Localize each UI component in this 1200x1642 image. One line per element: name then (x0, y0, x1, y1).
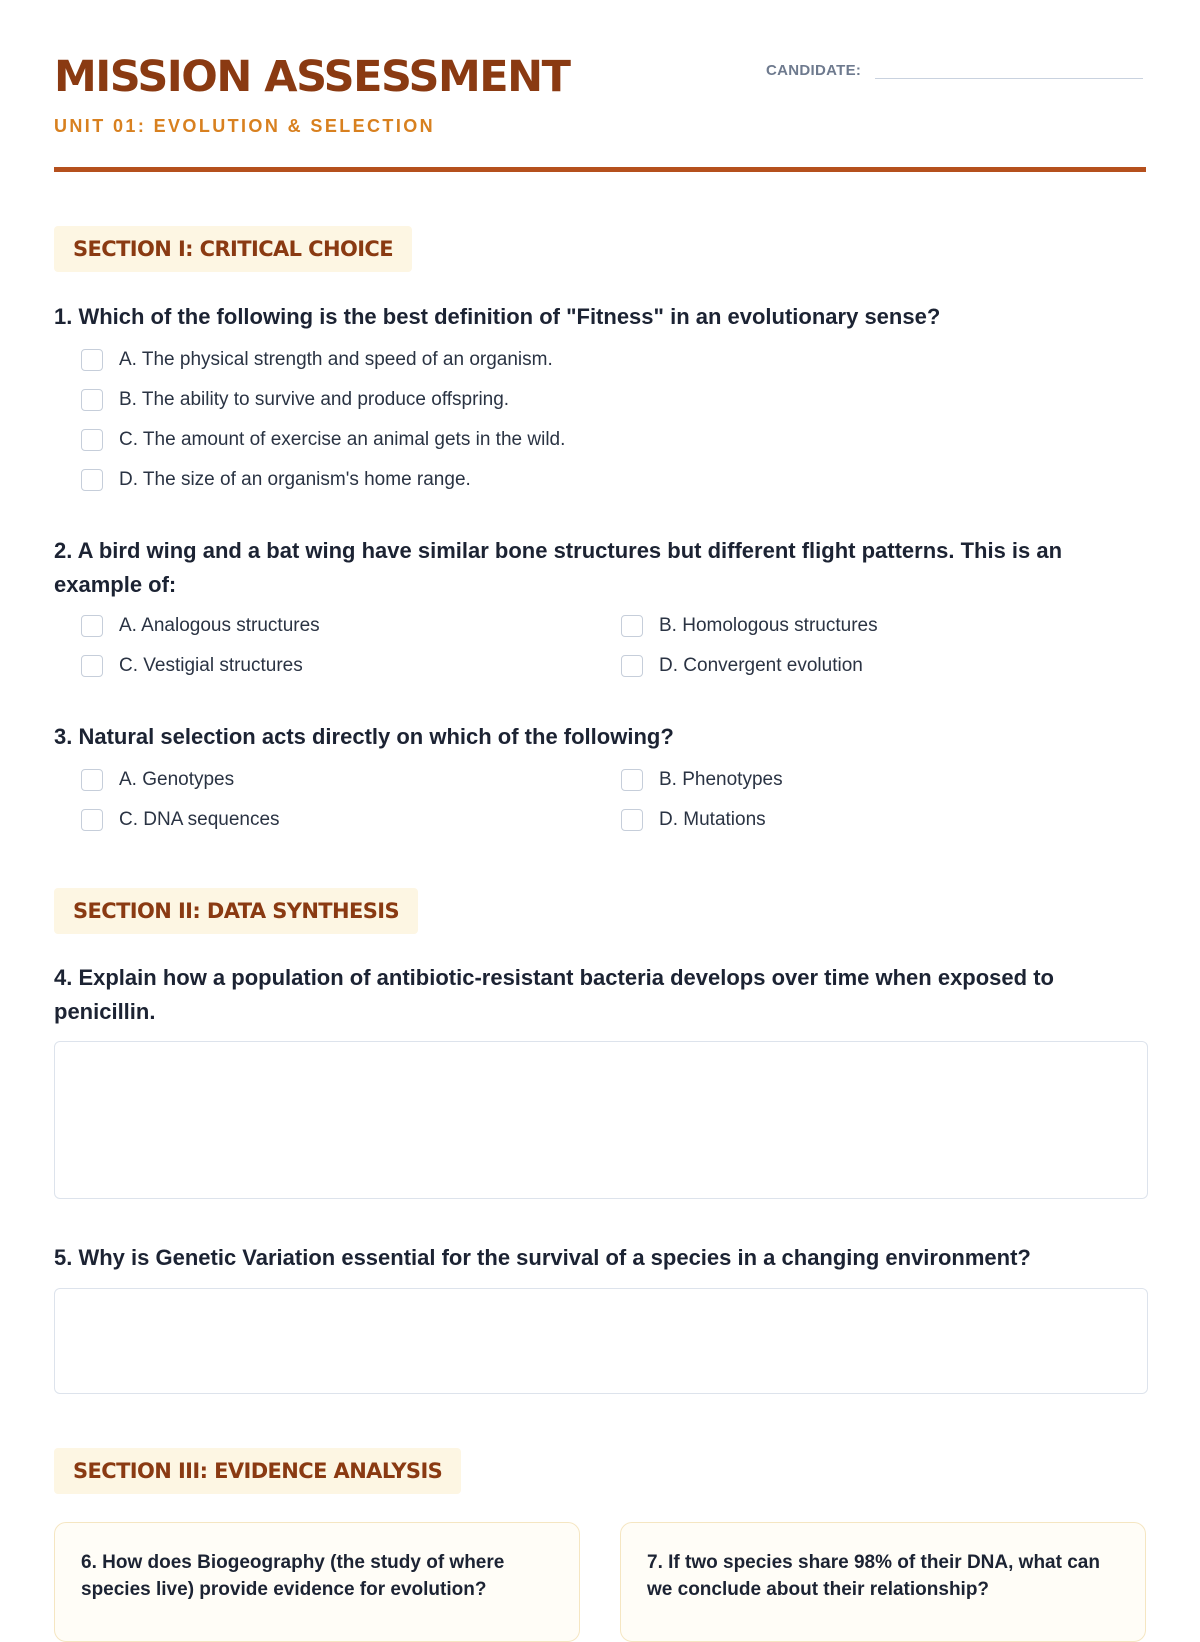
candidate-name-input[interactable] (875, 58, 1143, 79)
q2-option-a-label: A. Analogous structures (119, 615, 320, 636)
question-4: 4. Explain how a population of antibiotic-resistant bacteria develops over time when exposed to penicillin. (54, 965, 1054, 1024)
section-heading-data-synthesis: SECTION II: DATA SYNTHESIS (54, 888, 418, 934)
q4-answer-box[interactable] (54, 1041, 1148, 1199)
section-heading-evidence-analysis: SECTION III: EVIDENCE ANALYSIS (54, 1448, 461, 1494)
q2-option-a[interactable] (81, 611, 320, 641)
q1-option-a-checkbox[interactable] (81, 349, 103, 371)
question-5 (54, 1241, 1148, 1275)
question-3: 3. Natural selection acts directly on which of the following? (54, 724, 674, 749)
q1-option-b[interactable] (81, 385, 509, 415)
q6-prefix: 6. How does (81, 1552, 198, 1573)
q7-card (620, 1522, 1146, 1642)
q2-option-d[interactable] (621, 651, 863, 681)
candidate-label: CANDIDATE: (766, 62, 862, 79)
q3-option-a[interactable] (81, 765, 234, 795)
q1-option-b-checkbox[interactable] (81, 389, 103, 411)
q3-option-c-checkbox[interactable] (81, 809, 103, 831)
q2-option-c[interactable] (81, 651, 303, 681)
q3-option-b-label: B. Phenotypes (659, 769, 783, 790)
q3-option-b[interactable] (621, 765, 783, 795)
q1-option-d-checkbox[interactable] (81, 469, 103, 491)
q6-suffix: (the study of where species live) provide evidence for evolution? (81, 1552, 505, 1600)
q1-option-b-label: B. The ability to survive and produce offspring. (119, 389, 510, 410)
q1-option-c[interactable] (81, 425, 565, 455)
q5-emphasis: Genetic Variation (155, 1245, 336, 1270)
q3-option-d-label: D. Mutations (659, 809, 766, 830)
q3-option-d[interactable] (621, 805, 766, 835)
q1-option-c-checkbox[interactable] (81, 429, 103, 451)
q2-option-d-checkbox[interactable] (621, 655, 643, 677)
q2-option-b-label: B. Homologous structures (659, 615, 878, 636)
unit-subtitle: UNIT 01: EVOLUTION & SELECTION (54, 116, 436, 136)
q2-option-d-label: D. Convergent evolution (659, 655, 863, 676)
q3-option-a-label: A. Genotypes (119, 769, 235, 790)
q3-option-c-label: C. DNA sequences (119, 809, 280, 830)
question-1: 1. Which of the following is the best definition of "Fitness" in an evolutionary sense? (54, 304, 941, 329)
q1-option-c-label: C. The amount of exercise an animal gets in the wild. (119, 429, 566, 450)
q5-answer-box[interactable] (54, 1288, 1148, 1394)
q2-option-b[interactable] (621, 611, 878, 641)
page-title: MISSION ASSESSMENT (54, 52, 570, 102)
q1-option-a[interactable] (81, 345, 553, 375)
q5-prefix: 5. Why is (54, 1245, 156, 1270)
q1-option-d-label: D. The size of an organism's home range. (119, 469, 471, 490)
candidate-field (766, 58, 1143, 79)
q1-option-d[interactable] (81, 465, 471, 495)
q3-option-c[interactable] (81, 805, 280, 835)
q5-suffix: essential for the survival of a species in a changing environment? (335, 1245, 1031, 1270)
q3-option-a-checkbox[interactable] (81, 769, 103, 791)
header (54, 0, 1146, 172)
q3-option-d-checkbox[interactable] (621, 809, 643, 831)
question-2: 2. A bird wing and a bat wing have similar bone structures but different flight patterns. This is an example of: (54, 538, 1063, 597)
q2-option-a-checkbox[interactable] (81, 615, 103, 637)
q6-card (54, 1522, 580, 1642)
question-7: 7. If two species share 98% of their DNA, what can we conclude about their relationship? (647, 1552, 1100, 1600)
q2-option-c-label: C. Vestigial structures (119, 655, 303, 676)
q2-option-b-checkbox[interactable] (621, 615, 643, 637)
q3-option-b-checkbox[interactable] (621, 769, 643, 791)
q1-option-a-label: A. The physical strength and speed of an organism. (119, 349, 553, 370)
question-6 (81, 1549, 553, 1603)
q2-option-c-checkbox[interactable] (81, 655, 103, 677)
q6-emphasis: Biogeography (197, 1552, 325, 1573)
section-heading-critical-choice: SECTION I: CRITICAL CHOICE (54, 226, 412, 272)
